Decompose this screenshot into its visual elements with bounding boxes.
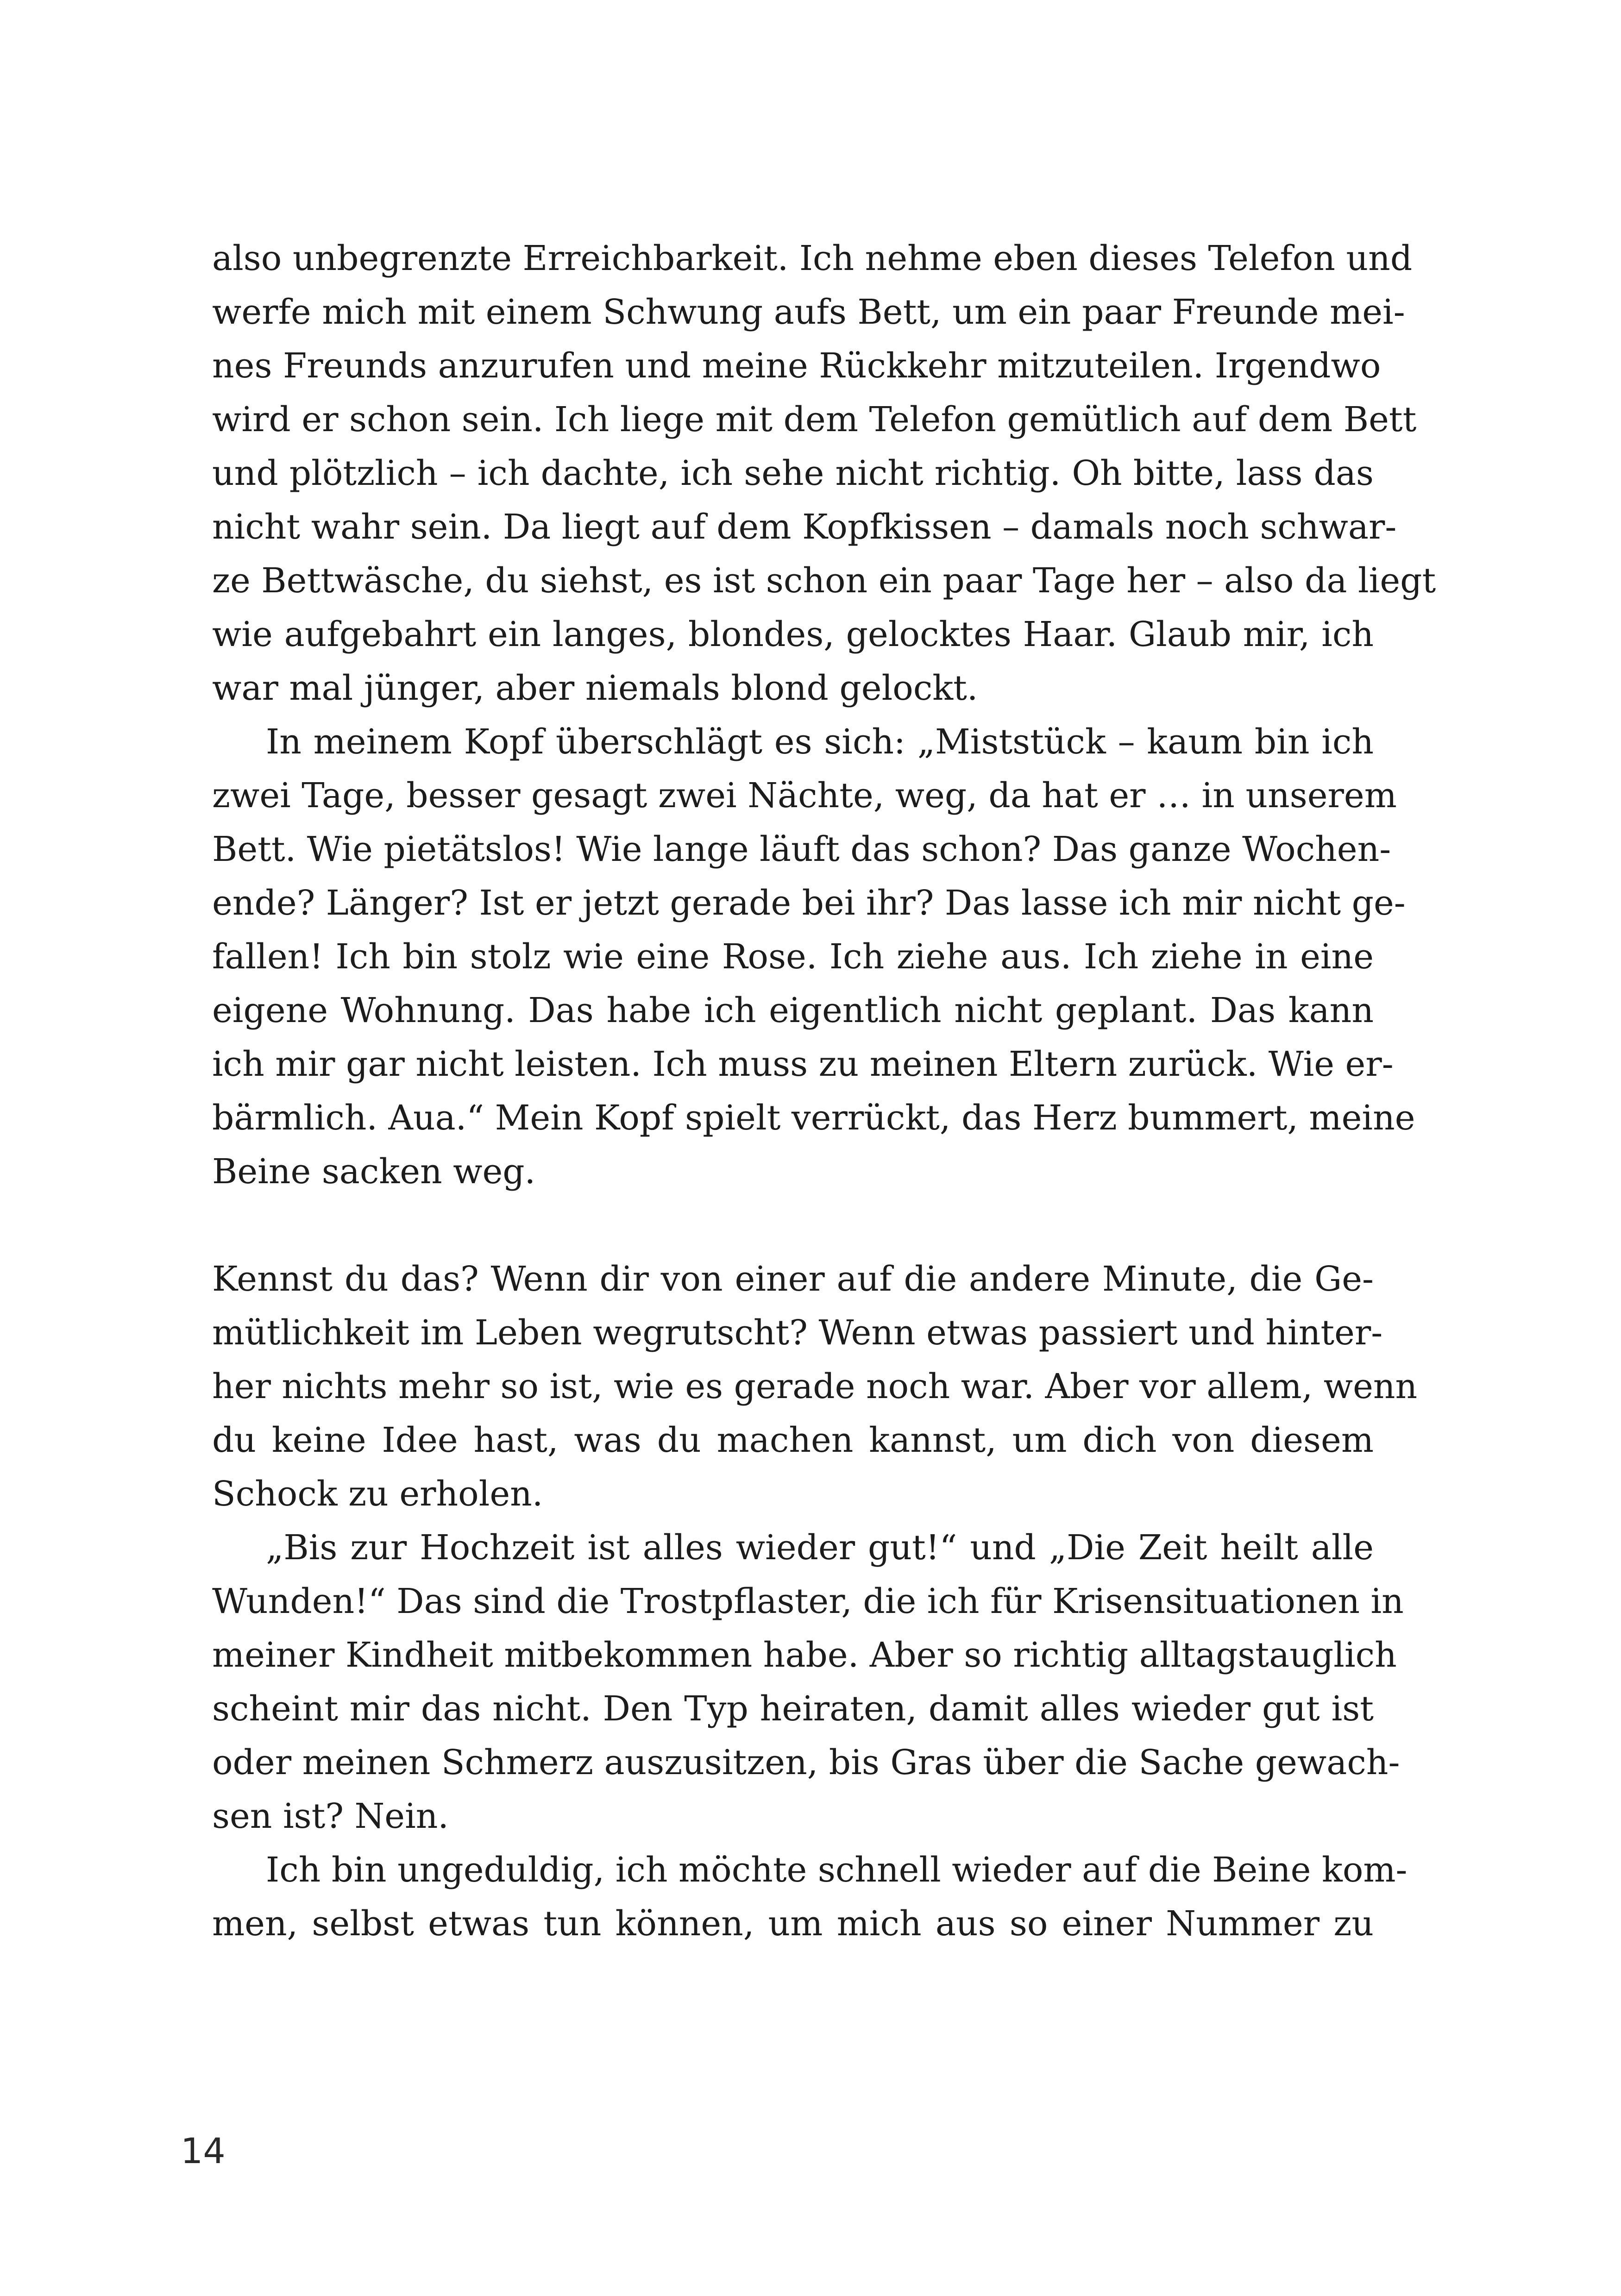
text-line: ich mir gar nicht leisten. Ich muss zu meinen Eltern zurück. Wie er- bbox=[212, 1044, 1394, 1084]
text-line: her nichts mehr so ist, wie es gerade noch war. Aber vor allem, wenn bbox=[212, 1367, 1418, 1406]
text-line: wird er schon sein. Ich liege mit dem Telefon gemütlich auf dem Bett bbox=[212, 400, 1417, 439]
text-line: bärmlich. Aua.“ Mein Kopf spielt verrückt, das Herz bummert, meine bbox=[212, 1098, 1415, 1138]
text-line: Beine sacken weg. bbox=[212, 1152, 536, 1192]
text-line: meiner Kindheit mitbekommen habe. Aber so richtig alltagstauglich bbox=[212, 1635, 1397, 1675]
text-line: wie aufgebahrt ein langes, blondes, gelocktes Haar. Glaub mir, ich bbox=[212, 615, 1374, 654]
text-line: mütlichkeit im Leben wegrutscht? Wenn etwas passiert und hinter- bbox=[212, 1313, 1383, 1353]
text-line: oder meinen Schmerz auszusitzen, bis Gras über die Sache gewach- bbox=[212, 1743, 1400, 1782]
text-line: men, selbst etwas tun können, um mich aus so einer Nummer zu bbox=[212, 1904, 1374, 1944]
text-line: Kennst du das? Wenn dir von einer auf die andere Minute, die Ge- bbox=[212, 1259, 1374, 1299]
text-line: „Bis zur Hochzeit ist alles wieder gut!“ und „Die Zeit heilt alle bbox=[266, 1528, 1374, 1568]
page-number: 14 bbox=[181, 2130, 226, 2171]
text-line: und plötzlich – ich dachte, ich sehe nicht richtig. Oh bitte, lass das bbox=[212, 453, 1374, 493]
text-line: sen ist? Nein. bbox=[212, 1796, 449, 1836]
text-line: Bett. Wie pietätslos! Wie lange läuft das schon? Das ganze Wochen- bbox=[212, 829, 1391, 869]
text-line: du keine Idee hast, was du machen kannst, um dich von diesem bbox=[212, 1420, 1374, 1460]
text-line: werfe mich mit einem Schwung aufs Bett, um ein paar Freunde mei- bbox=[212, 292, 1405, 332]
text-line: ze Bettwäsche, du siehst, es ist schon ein paar Tage her – also da liegt bbox=[212, 561, 1436, 601]
text-line: nes Freunds anzurufen und meine Rückkehr mitzuteilen. Irgendwo bbox=[212, 346, 1381, 386]
text-line: eigene Wohnung. Das habe ich eigentlich nicht geplant. Das kann bbox=[212, 991, 1374, 1030]
text-line: Wunden!“ Das sind die Trostpflaster, die ich für Krisensituationen in bbox=[212, 1581, 1404, 1621]
text-line: Schock zu erholen. bbox=[212, 1474, 543, 1514]
text-line: fallen! Ich bin stolz wie eine Rose. Ich ziehe aus. Ich ziehe in eine bbox=[212, 937, 1374, 977]
text-line: Ich bin ungeduldig, ich möchte schnell wieder auf die Beine kom- bbox=[266, 1850, 1407, 1890]
text-line: also unbegrenzte Erreichbarkeit. Ich nehme eben dieses Telefon und bbox=[212, 238, 1413, 278]
text-line: war mal jünger, aber niemals blond gelockt. bbox=[212, 668, 978, 708]
text-line: nicht wahr sein. Da liegt auf dem Kopfkissen – damals noch schwar- bbox=[212, 507, 1397, 547]
text-line: scheint mir das nicht. Den Typ heiraten, damit alles wieder gut ist bbox=[212, 1689, 1374, 1729]
text-line: ende? Länger? Ist er jetzt gerade bei ihr? Das lasse ich mir nicht ge- bbox=[212, 883, 1406, 923]
text-line: zwei Tage, besser gesagt zwei Nächte, weg, da hat er … in unserem bbox=[212, 776, 1397, 816]
text-line: In meinem Kopf überschlägt es sich: „Miststück – kaum bin ich bbox=[266, 722, 1374, 762]
